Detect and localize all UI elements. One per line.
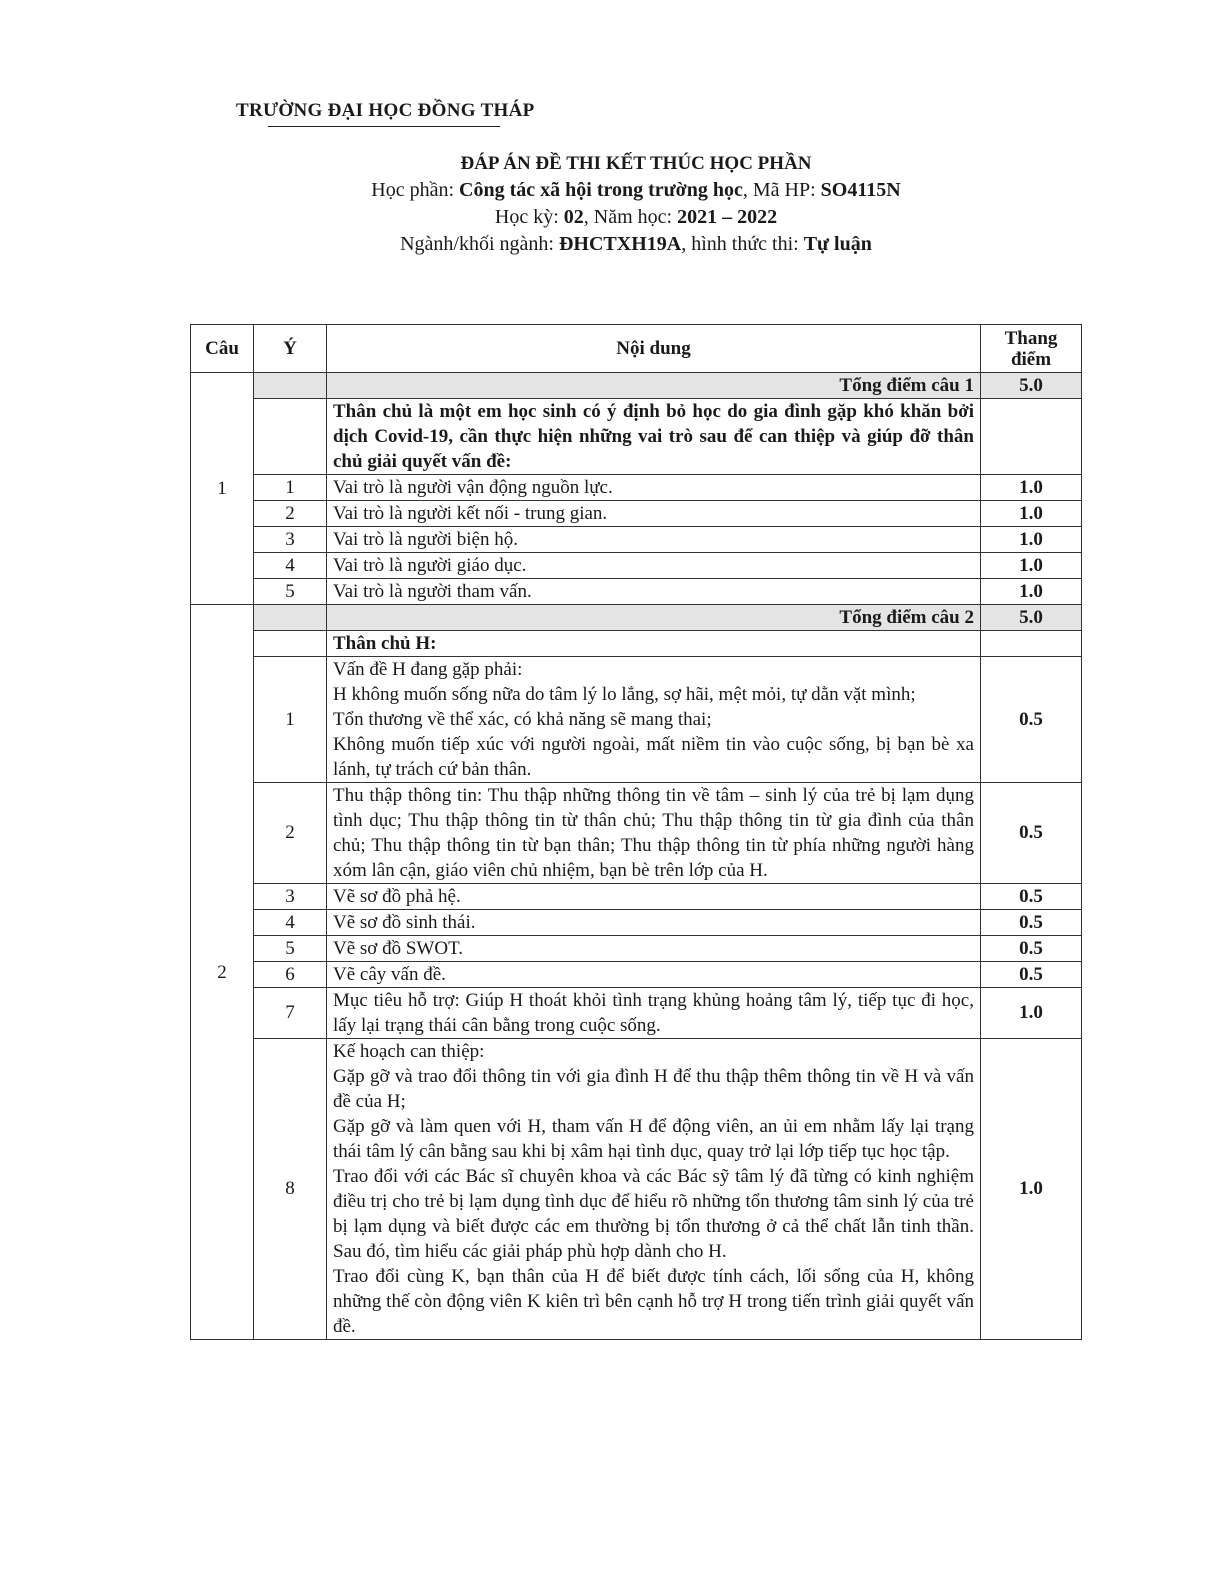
header-y: Ý — [254, 325, 327, 373]
table-row: 7 Mục tiêu hỗ trợ: Giúp H thoát khỏi tình trạng khủng hoảng tâm lý, tiếp tục đi học, lấy lại trạng thái cân bằng trong cuộc sống. 1.0 — [191, 988, 1082, 1039]
header-noi-dung: Nội dung — [327, 325, 981, 373]
course-code: SO4115N — [820, 179, 901, 201]
header-cau: Câu — [191, 325, 254, 373]
table-row: 6 Vẽ cây vấn đề. 0.5 — [191, 962, 1082, 988]
table-row: 3 Vai trò là người biện hộ. 1.0 — [191, 527, 1082, 553]
major: ĐHCTXH19A — [558, 233, 682, 255]
course-name: Công tác xã hội trong trường học — [459, 179, 743, 201]
table-row: 5 Vai trò là người tham vấn. 1.0 — [191, 579, 1082, 605]
q2-total-score: 5.0 — [981, 605, 1082, 631]
semester-line: Học kỳ: 02, Năm học: 2021 – 2022 — [494, 206, 778, 228]
table-row: 5 Vẽ sơ đồ SWOT. 0.5 — [191, 936, 1082, 962]
q1-number: 1 — [191, 373, 254, 605]
school-name: TRƯỜNG ĐẠI HỌC ĐỒNG THÁP — [236, 100, 535, 121]
q2-number: 2 — [191, 605, 254, 1340]
school-underline — [268, 126, 500, 127]
answer-table — [190, 324, 1082, 1340]
q1-total-label: Tổng điểm câu 1 — [327, 373, 981, 399]
q2-intro-row — [191, 631, 1082, 657]
course-line: Học phần: Công tác xã hội trong trường học, Mã HP: SO4115N — [371, 179, 901, 201]
table-row: 1 Vấn đề H đang gặp phải: H không muốn sống nữa do tâm lý lo lắng, sợ hãi, mệt mỏi, tự dằn vặt mình; Tổn thương về thể xác, có khả năng sẽ mang thai; Không muốn tiếp xúc với người ngoài, mất niềm tin vào cuộc sống, bị bạn bè xa lánh, tự trách cứ bản thân. 0.5 — [191, 657, 1082, 783]
header-thang-diem: Thang điểm — [981, 325, 1082, 373]
table-row: 1 Vai trò là người vận động nguồn lực. 1.0 — [191, 475, 1082, 501]
table-header-row — [191, 325, 1082, 373]
q2-total-label: Tổng điểm câu 2 — [327, 605, 981, 631]
exam-form: Tự luận — [803, 233, 872, 255]
major-line: Ngành/khối ngành: ĐHCTXH19A, hình thức thi: Tự luận — [400, 233, 872, 255]
table-row: 8 Kế hoạch can thiệp: Gặp gỡ và trao đổi thông tin với gia đình H để thu thập thêm thông tin về H và vấn đề của H; Gặp gỡ và làm quen với H, tham vấn H để động viên, an ủi em nhằm lấy lại trạng thái tâm lý cân bằng sau khi bị xâm hại tình dục, quay trở lại lớp tiếp tục học tập. Trao đổi với các Bác sĩ chuyên khoa và các Bác sỹ tâm lý đã từng có kinh nghiệm điều trị cho trẻ bị lạm dụng tình dục để hiểu rõ những tổn thương tâm sinh lý của trẻ bị lạm dụng và biết được các em thường bị tổn thương ở cả thể chất lẫn tinh thần. Sau đó, tìm hiểu các giải pháp phù hợp dành cho H. Trao đổi cùng K, bạn thân của H để biết được tính cách, lối sống của H, không những thế còn động viên K kiên trì bên cạnh hỗ trợ H trong tiến trình giải quyết vấn đề. 1.0 — [191, 1039, 1082, 1340]
school-year: 2021 – 2022 — [677, 206, 778, 228]
q1-total-score: 5.0 — [981, 373, 1082, 399]
q1-intro: Thân chủ là một em học sinh có ý định bỏ học do gia đình gặp khó khăn bởi dịch Covid-19, cần thực hiện những vai trò sau để can thiệp và giúp đỡ thân chủ giải quyết vấn đề: — [327, 399, 981, 475]
table-row: 2 Vai trò là người kết nối - trung gian. 1.0 — [191, 501, 1082, 527]
q2-intro: Thân chủ H: — [327, 631, 981, 657]
q1-total-row — [191, 373, 1082, 399]
q2-total-row — [191, 605, 1082, 631]
semester: 02 — [563, 206, 584, 228]
table-row: 4 Vẽ sơ đồ sinh thái. 0.5 — [191, 910, 1082, 936]
document-title: ĐÁP ÁN ĐỀ THI KẾT THÚC HỌC PHẦN — [460, 153, 812, 174]
document-header — [190, 150, 1082, 258]
table-row: 3 Vẽ sơ đồ phả hệ. 0.5 — [191, 884, 1082, 910]
q1-intro-row — [191, 399, 1082, 475]
table-row: 4 Vai trò là người giáo dục. 1.0 — [191, 553, 1082, 579]
table-row: 2 Thu thập thông tin: Thu thập những thông tin về tâm – sinh lý của trẻ bị lạm dụng tình dục; Thu thập thông tin từ thân chủ; Thu thập thông tin từ gia đình của thân chủ; Thu thập thông tin từ bạn thân; Thu thập thông tin từ phía những người hàng xóm lân cận, giáo viên chủ nhiệm, bạn bè trên lớp của H. 0.5 — [191, 783, 1082, 884]
